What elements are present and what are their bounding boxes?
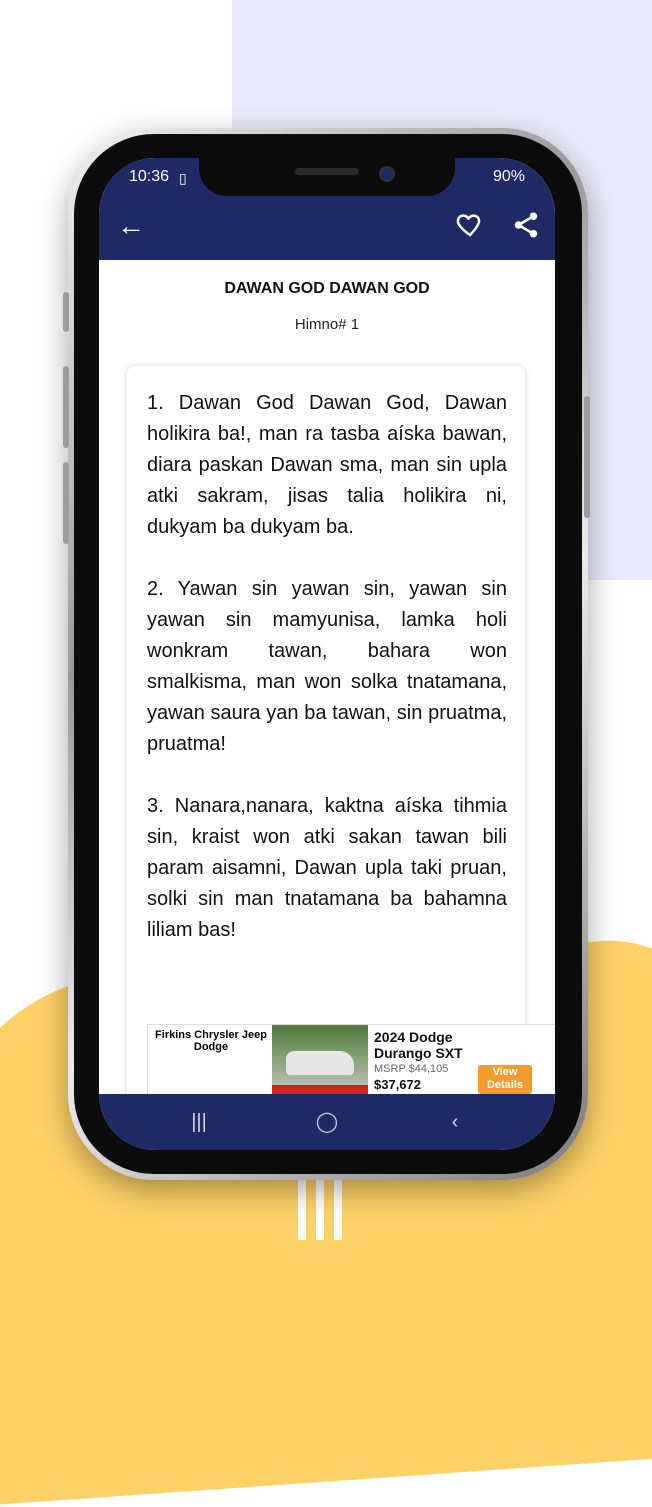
ad-msrp: MSRP $44,105 — [374, 1063, 449, 1075]
nav-back-icon: ‹ — [451, 1111, 459, 1133]
lyrics-body — [147, 388, 507, 977]
phone-screen — [99, 158, 555, 1150]
home-button[interactable] — [297, 1094, 357, 1150]
camera-icon — [379, 166, 395, 182]
phone-power-button — [584, 396, 590, 518]
share-icon — [511, 210, 541, 240]
recents-icon: ||| — [191, 1111, 207, 1133]
nav-back-button[interactable] — [425, 1094, 485, 1150]
ad-car-image — [272, 1025, 368, 1095]
ad-banner[interactable] — [147, 1024, 555, 1096]
sim-card-icon: ▯ — [179, 170, 187, 186]
favorite-button[interactable] — [455, 210, 487, 242]
speaker — [295, 168, 359, 175]
arrow-left-icon: ← — [117, 210, 145, 241]
phone-volume-up — [63, 366, 69, 448]
verse: 3. Nanara,nanara, kaktna aíska tihmia sin, kraist won atki sakan tawan bili param aisamni, Dawan upla taki pruan, solki sin man tnatamana ba bahamna liliam bas! — [147, 795, 507, 941]
back-button[interactable] — [117, 210, 149, 242]
phone-side-button — [63, 292, 69, 332]
verse: 1. Dawan God Dawan God, Dawan holikira ba!, man ra tasba aíska bawan, diara paskan Dawan sma, man sin upla atki sakram, jisas talia holikira ni, dukyam ba dukyam ba. — [147, 392, 507, 538]
verse: 2. Yawan sin yawan sin, yawan sin yawan sin mamyunisa, lamka holi wonkram tawan, bahara won smalkisma, man won solka tnatamana, yawan saura yan ba tawan, sin pruatma, pruatma! — [147, 578, 507, 755]
ad-dealer-name: Firkins Chrysler Jeep Dodge — [155, 1029, 267, 1053]
battery-status: 90% — [492, 168, 525, 185]
share-button[interactable] — [511, 210, 543, 242]
status-time: 10:36 — [129, 168, 170, 185]
phone-volume-down — [63, 462, 69, 544]
system-nav-bar — [99, 1094, 555, 1150]
recents-button[interactable] — [169, 1094, 229, 1150]
ad-model: 2024 Dodge Durango SXT — [374, 1029, 463, 1061]
ad-view-details-button[interactable]: View Details — [478, 1065, 532, 1094]
notch — [199, 158, 455, 196]
hymn-title: DAWAN GOD DAWAN GOD — [224, 280, 430, 297]
background-stripes — [298, 1170, 358, 1240]
lyrics-card — [127, 366, 525, 1106]
heart-outline-icon — [455, 210, 485, 240]
ad-price: $37,672 — [374, 1077, 421, 1092]
hymn-number: Himno# 1 — [294, 316, 360, 333]
home-circle-icon: ◯ — [315, 1111, 339, 1133]
